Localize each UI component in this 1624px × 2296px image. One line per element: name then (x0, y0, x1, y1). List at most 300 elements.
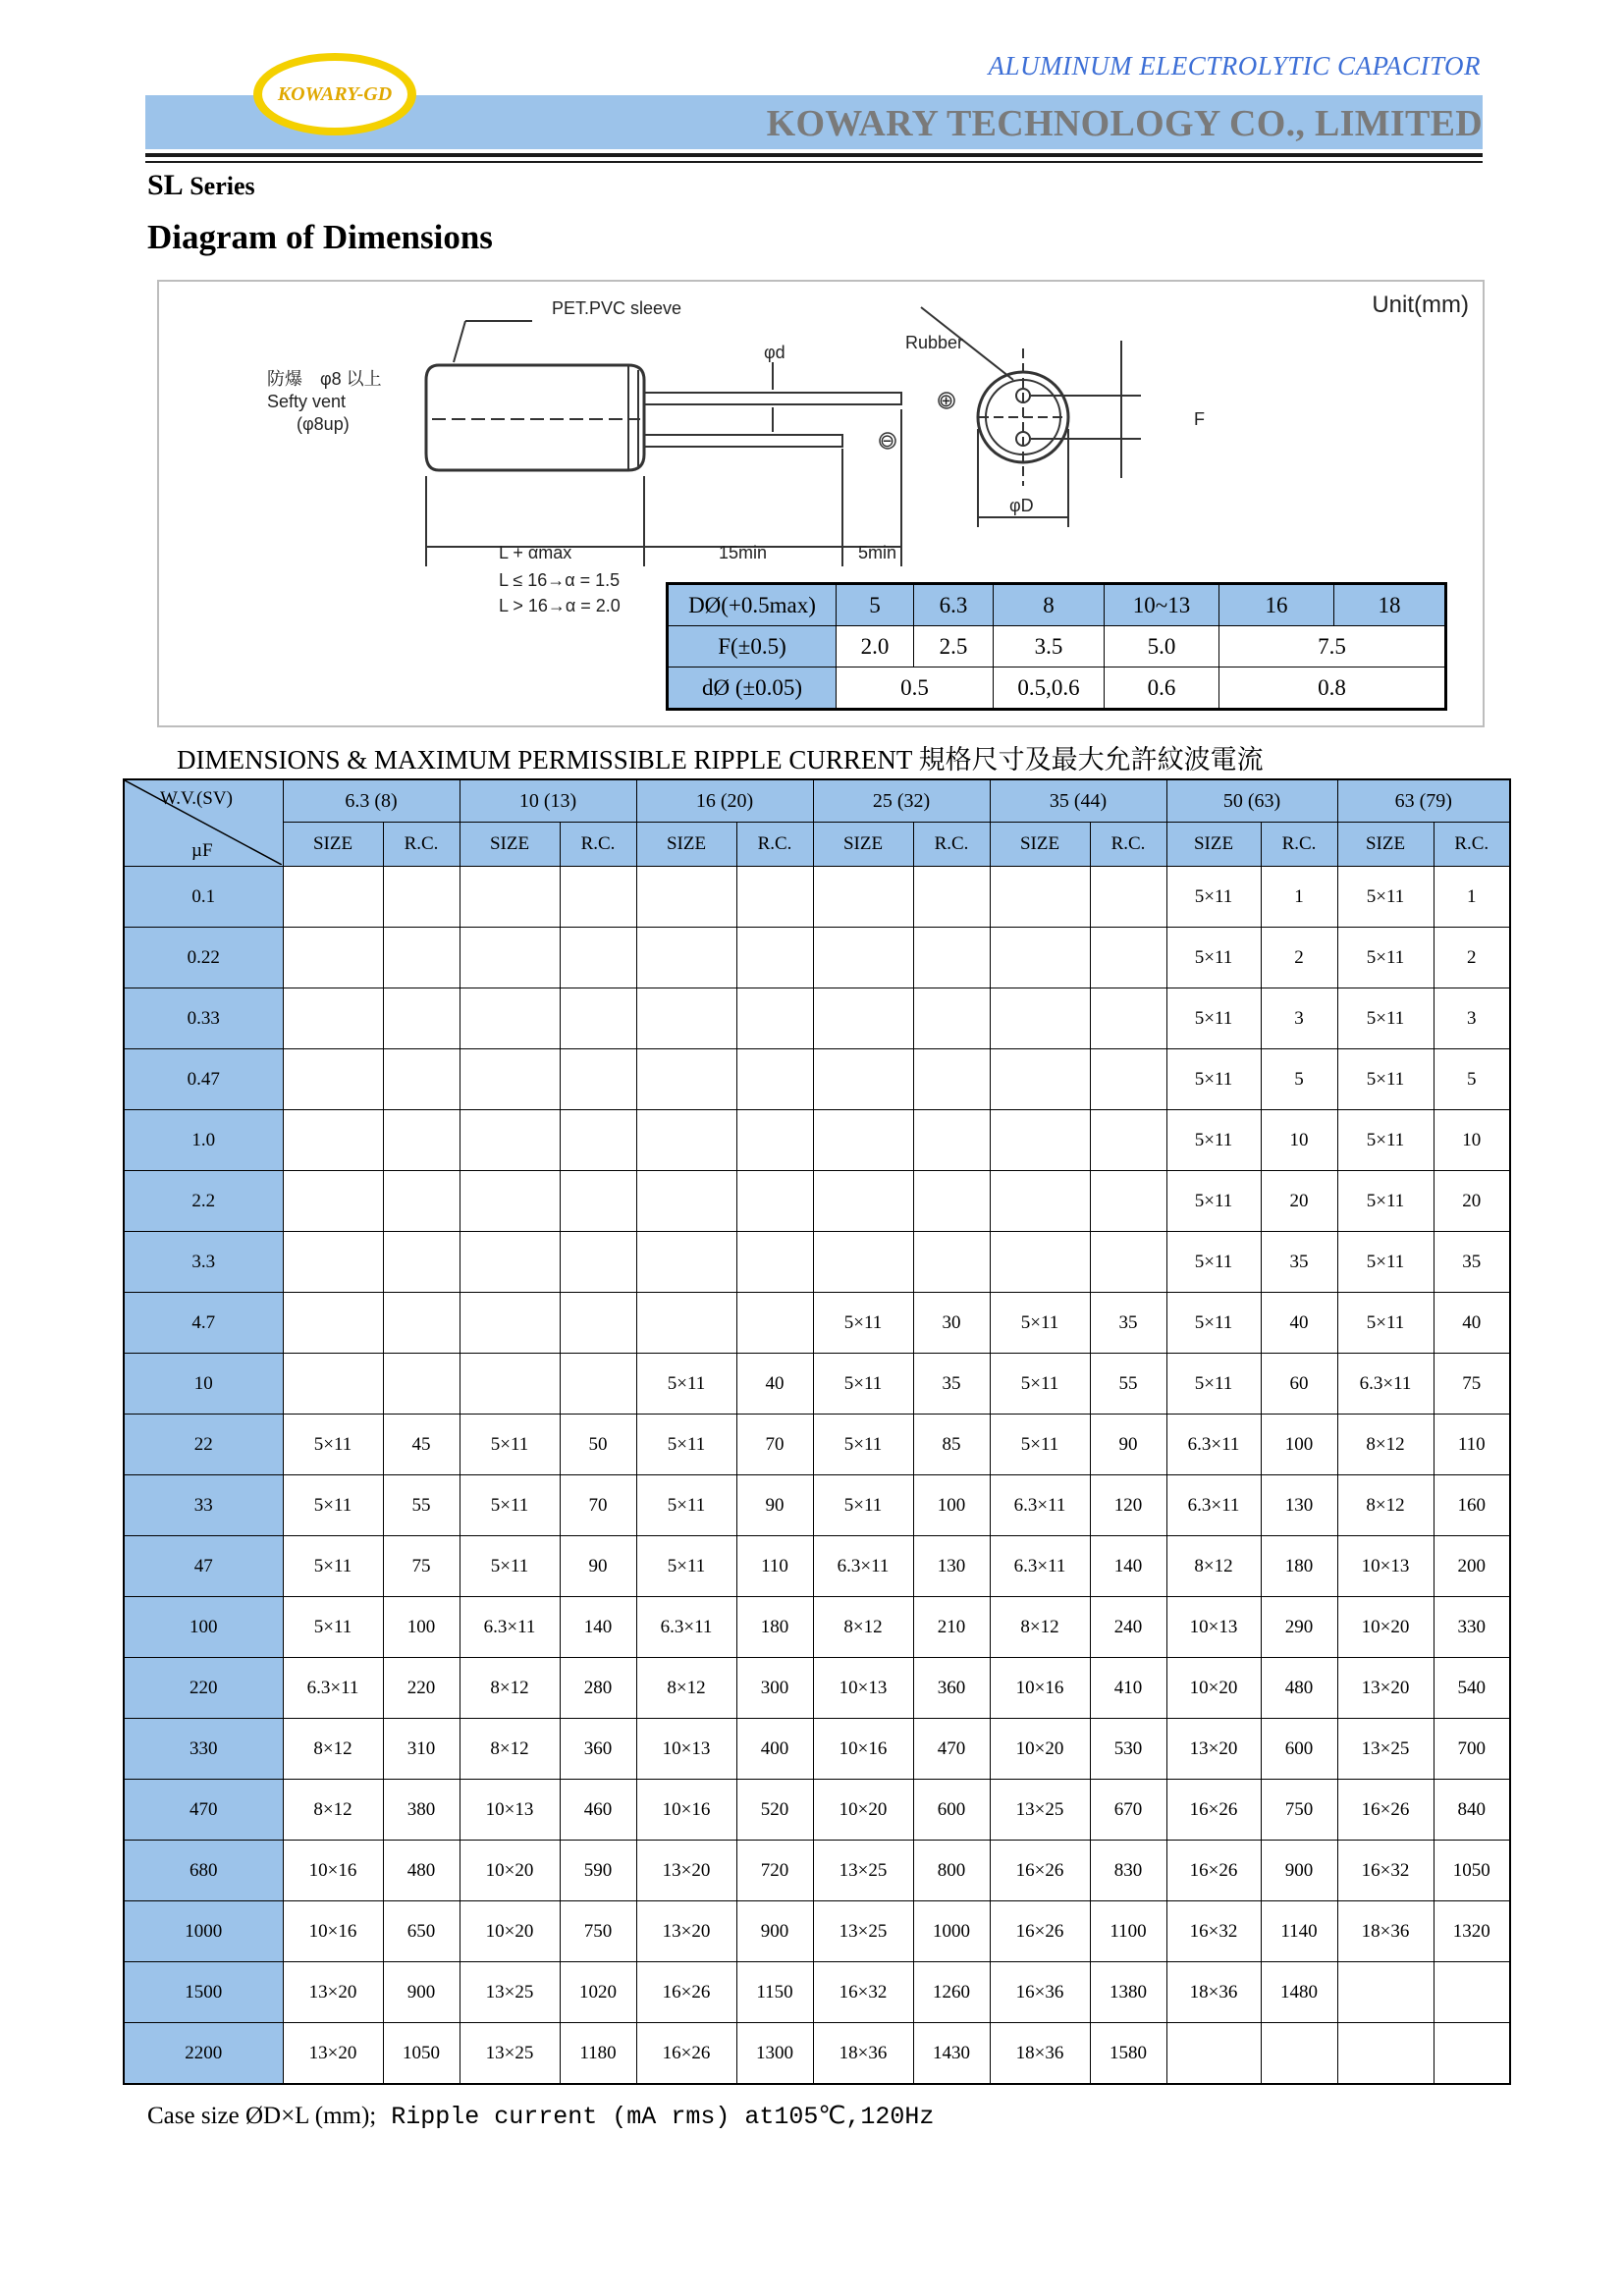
table-cell: 0.8 (1219, 667, 1446, 710)
capacitance-cell: 0.1 (124, 867, 283, 928)
rc-cell: 140 (1090, 1536, 1166, 1597)
table-row (124, 1110, 1510, 1171)
size-cell: 10×16 (636, 1780, 736, 1841)
rc-cell (1090, 1110, 1166, 1171)
rc-cell: 750 (560, 1901, 636, 1962)
size-cell: 8×12 (1337, 1475, 1434, 1536)
size-cell: 6.3×11 (283, 1658, 383, 1719)
size-cell: 5×11 (1166, 1232, 1261, 1293)
rc-cell: 70 (736, 1415, 813, 1475)
table-row (124, 867, 1510, 928)
capacitance-cell: 0.33 (124, 988, 283, 1049)
size-cell: 10×13 (1166, 1597, 1261, 1658)
size-header: SIZE (1337, 823, 1434, 867)
size-header: SIZE (990, 823, 1090, 867)
rc-cell: 360 (913, 1658, 990, 1719)
size-cell: 8×12 (1337, 1415, 1434, 1475)
rc-cell (1090, 1049, 1166, 1110)
size-cell: 10×16 (990, 1658, 1090, 1719)
size-cell (813, 1171, 913, 1232)
voltage-header: 35 (44) (990, 779, 1166, 823)
size-cell: 5×11 (1337, 1171, 1434, 1232)
table-row (668, 584, 1446, 626)
table-row (124, 1171, 1510, 1232)
size-cell: 5×11 (990, 1354, 1090, 1415)
rc-cell: 590 (560, 1841, 636, 1901)
size-cell: 13×25 (460, 2023, 560, 2085)
rc-cell (383, 928, 460, 988)
lead-5-label: 5min (858, 543, 897, 562)
table-row (124, 1475, 1510, 1536)
header-rule (145, 153, 1483, 157)
rc-cell (383, 1293, 460, 1354)
company-name: KOWARY TECHNOLOGY CO., LIMITED (766, 103, 1483, 144)
voltage-header-row (124, 779, 1510, 823)
rc-cell: 120 (1090, 1475, 1166, 1536)
capacitance-cell: 47 (124, 1536, 283, 1597)
size-cell: 10×13 (460, 1780, 560, 1841)
rc-cell: 45 (383, 1415, 460, 1475)
size-cell: 13×25 (1337, 1719, 1434, 1780)
size-cell (460, 1171, 560, 1232)
size-cell: 5×11 (1337, 1232, 1434, 1293)
rc-cell: 1380 (1090, 1962, 1166, 2023)
rc-cell: 400 (736, 1719, 813, 1780)
size-cell: 5×11 (283, 1536, 383, 1597)
size-cell: 6.3×11 (1166, 1475, 1261, 1536)
size-cell: 5×11 (1166, 867, 1261, 928)
rc-cell: 40 (736, 1354, 813, 1415)
size-cell: 5×11 (813, 1475, 913, 1536)
capacitance-cell: 220 (124, 1658, 283, 1719)
rc-cell: 20 (1434, 1171, 1510, 1232)
voltage-header: 6.3 (8) (283, 779, 460, 823)
rc-cell (1434, 1962, 1510, 2023)
capacitance-cell: 1000 (124, 1901, 283, 1962)
voltage-header: 63 (79) (1337, 779, 1510, 823)
rc-header: R.C. (1090, 823, 1166, 867)
size-cell: 5×11 (636, 1415, 736, 1475)
rc-cell: 3 (1434, 988, 1510, 1049)
capacitance-cell: 10 (124, 1354, 283, 1415)
size-cell: 13×25 (460, 1962, 560, 2023)
size-cell: 8×12 (1166, 1536, 1261, 1597)
size-cell: 6.3×11 (1166, 1415, 1261, 1475)
size-cell: 5×11 (1166, 928, 1261, 988)
capacitance-cell: 33 (124, 1475, 283, 1536)
rc-cell: 1140 (1261, 1901, 1337, 1962)
header-rule-thin (145, 161, 1483, 163)
size-cell: 5×11 (636, 1354, 736, 1415)
size-cell (990, 867, 1090, 928)
size-cell (1337, 1962, 1434, 2023)
rc-cell (913, 928, 990, 988)
rc-cell (913, 988, 990, 1049)
size-cell (283, 988, 383, 1049)
rc-cell: 70 (560, 1475, 636, 1536)
rc-cell (736, 1049, 813, 1110)
rc-cell: 55 (1090, 1354, 1166, 1415)
capacitance-cell: 680 (124, 1841, 283, 1901)
table-caption: DIMENSIONS & MAXIMUM PERMISSIBLE RIPPLE CURRENT 規格尺寸及最大允許紋波電流 (177, 745, 1264, 774)
size-cell: 6.3×11 (636, 1597, 736, 1658)
document-subtitle: ALUMINUM ELECTROLYTIC CAPACITOR (988, 51, 1481, 80)
size-cell: 10×20 (1166, 1658, 1261, 1719)
rc-cell (1090, 928, 1166, 988)
size-cell (1337, 2023, 1434, 2085)
size-cell: 10×16 (283, 1841, 383, 1901)
size-cell: 8×12 (283, 1719, 383, 1780)
size-header: SIZE (813, 823, 913, 867)
rc-cell: 130 (913, 1536, 990, 1597)
size-cell: 5×11 (1166, 1049, 1261, 1110)
size-cell: 13×20 (283, 2023, 383, 2085)
rc-cell (383, 1232, 460, 1293)
size-cell (283, 928, 383, 988)
size-cell: 8×12 (636, 1658, 736, 1719)
rc-cell: 50 (560, 1415, 636, 1475)
rc-cell (560, 1293, 636, 1354)
size-cell: 16×36 (990, 1962, 1090, 2023)
size-cell: 10×16 (283, 1901, 383, 1962)
table-cell: 5.0 (1105, 626, 1219, 667)
size-header: SIZE (636, 823, 736, 867)
rc-cell: 35 (1261, 1232, 1337, 1293)
size-cell: 16×26 (636, 1962, 736, 2023)
size-cell: 6.3×11 (990, 1475, 1090, 1536)
rc-cell (736, 1171, 813, 1232)
rc-cell: 35 (913, 1354, 990, 1415)
rc-cell: 100 (383, 1597, 460, 1658)
size-cell (990, 988, 1090, 1049)
table-row (124, 1962, 1510, 2023)
rc-cell: 360 (560, 1719, 636, 1780)
table-cell: 8 (994, 584, 1105, 626)
rc-cell (913, 1049, 990, 1110)
size-cell: 5×11 (1337, 988, 1434, 1049)
size-cell: 8×12 (460, 1719, 560, 1780)
capacitance-cell: 3.3 (124, 1232, 283, 1293)
size-cell: 5×11 (1337, 1049, 1434, 1110)
size-cell: 13×20 (283, 1962, 383, 2023)
size-cell (990, 1171, 1090, 1232)
rc-cell: 100 (1261, 1415, 1337, 1475)
size-cell: 16×32 (1166, 1901, 1261, 1962)
size-cell: 10×13 (1337, 1536, 1434, 1597)
size-cell: 10×13 (636, 1719, 736, 1780)
table-cell: 0.5,0.6 (994, 667, 1105, 710)
size-cell: 10×13 (813, 1658, 913, 1719)
table-row (124, 988, 1510, 1049)
rc-header: R.C. (560, 823, 636, 867)
rc-header: R.C. (736, 823, 813, 867)
lead-dimensions-table (666, 582, 1447, 711)
size-cell: 13×20 (636, 1901, 736, 1962)
size-cell (283, 867, 383, 928)
rc-cell (736, 988, 813, 1049)
size-cell (636, 928, 736, 988)
size-cell: 5×11 (1337, 1110, 1434, 1171)
rc-cell (560, 867, 636, 928)
size-cell (636, 1171, 736, 1232)
size-header: SIZE (460, 823, 560, 867)
size-cell: 5×11 (990, 1293, 1090, 1354)
rc-cell: 160 (1434, 1475, 1510, 1536)
rc-cell (1090, 867, 1166, 928)
rc-cell: 1180 (560, 2023, 636, 2085)
plus-terminal-icon: ⊕ (939, 391, 954, 411)
size-cell: 6.3×11 (1337, 1354, 1434, 1415)
rc-cell (560, 928, 636, 988)
row-header: dØ (±0.05) (668, 667, 837, 710)
size-cell: 5×11 (636, 1536, 736, 1597)
size-cell (460, 1049, 560, 1110)
size-cell: 5×11 (1337, 928, 1434, 988)
rc-cell: 3 (1261, 988, 1337, 1049)
vent-en-label: Sefty vent (267, 392, 347, 411)
size-cell: 10×20 (990, 1719, 1090, 1780)
table-cell: 16 (1219, 584, 1334, 626)
rc-cell: 60 (1261, 1354, 1337, 1415)
capacitance-cell: 4.7 (124, 1293, 283, 1354)
subheader-row (124, 823, 1510, 867)
rc-cell: 180 (736, 1597, 813, 1658)
rc-cell: 10 (1261, 1110, 1337, 1171)
rc-cell: 30 (913, 1293, 990, 1354)
rc-cell: 1580 (1090, 2023, 1166, 2085)
size-cell: 5×11 (460, 1415, 560, 1475)
rc-cell (1434, 2023, 1510, 2085)
size-cell: 10×20 (460, 1901, 560, 1962)
logo-text: KOWARY-GD (262, 61, 407, 128)
size-cell: 13×20 (636, 1841, 736, 1901)
table-cell: 7.5 (1219, 626, 1446, 667)
unit-label: Unit(mm) (1372, 292, 1469, 318)
size-cell: 16×26 (636, 2023, 736, 2085)
size-cell (636, 1049, 736, 1110)
row-header: DØ(+0.5max) (668, 584, 837, 626)
rc-cell: 2 (1261, 928, 1337, 988)
size-cell (636, 1110, 736, 1171)
rc-cell: 900 (1261, 1841, 1337, 1901)
size-cell: 8×12 (283, 1780, 383, 1841)
size-cell (283, 1232, 383, 1293)
rc-cell: 90 (1090, 1415, 1166, 1475)
size-cell (460, 988, 560, 1049)
size-cell (813, 1232, 913, 1293)
series-title (147, 169, 255, 202)
size-cell: 10×20 (460, 1841, 560, 1901)
rc-header: R.C. (1434, 823, 1510, 867)
rc-cell: 300 (736, 1658, 813, 1719)
table-row (124, 1049, 1510, 1110)
rc-cell: 20 (1261, 1171, 1337, 1232)
size-cell: 8×12 (813, 1597, 913, 1658)
vent-note-label: (φ8up) (297, 414, 350, 434)
table-row (124, 928, 1510, 988)
size-cell: 5×11 (1166, 1110, 1261, 1171)
size-cell: 13×20 (1337, 1658, 1434, 1719)
size-cell (283, 1049, 383, 1110)
voltage-header: 50 (63) (1166, 779, 1337, 823)
capacitance-cell: 330 (124, 1719, 283, 1780)
size-cell: 16×32 (1337, 1841, 1434, 1901)
table-cell: 10~13 (1105, 584, 1219, 626)
table-cell: 6.3 (914, 584, 994, 626)
series-suffix: Series (189, 172, 255, 200)
capacitance-cell: 1.0 (124, 1110, 283, 1171)
size-cell (813, 867, 913, 928)
size-cell (283, 1110, 383, 1171)
size-cell: 6.3×11 (990, 1536, 1090, 1597)
voltage-header: 25 (32) (813, 779, 990, 823)
rc-cell (736, 1110, 813, 1171)
length-rule-1: L ≤ 16→α = 1.5 (499, 570, 621, 590)
size-cell (813, 928, 913, 988)
rc-cell: 720 (736, 1841, 813, 1901)
size-cell (460, 867, 560, 928)
rc-cell: 2 (1434, 928, 1510, 988)
capacitance-cell: 2200 (124, 2023, 283, 2085)
size-cell: 5×11 (283, 1415, 383, 1475)
rc-cell (913, 1110, 990, 1171)
size-cell (460, 1293, 560, 1354)
table-row (668, 626, 1446, 667)
rc-cell: 40 (1434, 1293, 1510, 1354)
rc-cell: 480 (1261, 1658, 1337, 1719)
rc-cell: 5 (1261, 1049, 1337, 1110)
size-cell (283, 1171, 383, 1232)
size-cell: 16×26 (990, 1901, 1090, 1962)
rc-cell: 1320 (1434, 1901, 1510, 1962)
rc-cell (560, 1049, 636, 1110)
size-cell: 5×11 (813, 1293, 913, 1354)
voltage-header: 10 (13) (460, 779, 636, 823)
capacitance-cell: 0.22 (124, 928, 283, 988)
rc-cell: 1480 (1261, 1962, 1337, 2023)
table-row (668, 667, 1446, 710)
table-cell: 5 (837, 584, 914, 626)
rc-cell: 75 (383, 1536, 460, 1597)
rc-cell (560, 1110, 636, 1171)
rc-cell: 220 (383, 1658, 460, 1719)
size-cell (283, 1293, 383, 1354)
size-cell (990, 1232, 1090, 1293)
size-cell: 18×36 (1166, 1962, 1261, 2023)
rc-cell: 1430 (913, 2023, 990, 2085)
row-header: F(±0.5) (668, 626, 837, 667)
table-row (124, 1780, 1510, 1841)
size-cell: 16×26 (990, 1841, 1090, 1901)
uf-label: µF (191, 840, 213, 861)
voltage-header: 16 (20) (636, 779, 813, 823)
table-row (124, 1232, 1510, 1293)
rc-cell: 1050 (383, 2023, 460, 2085)
rc-cell: 35 (1434, 1232, 1510, 1293)
rc-cell (913, 867, 990, 928)
length-rule-2: L > 16→α = 2.0 (499, 596, 621, 615)
table-row (124, 1658, 1510, 1719)
rc-cell (736, 1293, 813, 1354)
rc-cell: 10 (1434, 1110, 1510, 1171)
size-cell: 13×20 (1166, 1719, 1261, 1780)
rc-cell: 35 (1090, 1293, 1166, 1354)
rc-cell: 1100 (1090, 1901, 1166, 1962)
rc-cell: 75 (1434, 1354, 1510, 1415)
rc-cell (383, 1354, 460, 1415)
rc-cell: 900 (383, 1962, 460, 2023)
size-cell: 8×12 (460, 1658, 560, 1719)
size-cell: 5×11 (813, 1415, 913, 1475)
table-row (124, 1597, 1510, 1658)
rc-cell: 90 (736, 1475, 813, 1536)
rc-cell: 1260 (913, 1962, 990, 2023)
size-cell (813, 1049, 913, 1110)
rc-cell: 750 (1261, 1780, 1337, 1841)
size-cell (460, 1354, 560, 1415)
rc-cell (1090, 1171, 1166, 1232)
capacitance-cell: 22 (124, 1415, 283, 1475)
table-row (124, 1415, 1510, 1475)
size-cell: 16×26 (1166, 1780, 1261, 1841)
rc-cell (560, 1354, 636, 1415)
size-cell: 10×16 (813, 1719, 913, 1780)
rc-cell: 800 (913, 1841, 990, 1901)
size-cell (283, 1354, 383, 1415)
rc-cell (383, 988, 460, 1049)
rc-cell (913, 1171, 990, 1232)
rc-cell: 1000 (913, 1901, 990, 1962)
rc-cell (383, 867, 460, 928)
rc-cell: 40 (1261, 1293, 1337, 1354)
size-cell (1166, 2023, 1261, 2085)
size-cell: 5×11 (283, 1475, 383, 1536)
rc-cell: 200 (1434, 1536, 1510, 1597)
rc-cell (736, 928, 813, 988)
size-cell (636, 988, 736, 1049)
size-cell (636, 1293, 736, 1354)
diagram-title: Diagram of Dimensions (147, 218, 493, 256)
capacitance-cell: 1500 (124, 1962, 283, 2023)
table-row (124, 1719, 1510, 1780)
rc-cell (1090, 988, 1166, 1049)
rc-cell: 85 (913, 1415, 990, 1475)
size-cell: 16×26 (1166, 1841, 1261, 1901)
size-cell: 6.3×11 (460, 1597, 560, 1658)
rc-cell: 470 (913, 1719, 990, 1780)
rc-cell: 90 (560, 1536, 636, 1597)
table-cell: 0.6 (1105, 667, 1219, 710)
rc-cell: 650 (383, 1901, 460, 1962)
rc-cell: 210 (913, 1597, 990, 1658)
note-prefix: Case size ØD×L (mm); (147, 2103, 377, 2129)
size-cell: 13×25 (990, 1780, 1090, 1841)
size-cell: 5×11 (813, 1354, 913, 1415)
size-header: SIZE (283, 823, 383, 867)
capacitance-cell: 2.2 (124, 1171, 283, 1232)
size-cell: 5×11 (1166, 1354, 1261, 1415)
size-cell: 5×11 (1337, 867, 1434, 928)
size-cell: 16×32 (813, 1962, 913, 2023)
rc-cell: 310 (383, 1719, 460, 1780)
rc-cell: 1 (1261, 867, 1337, 928)
size-cell (990, 1049, 1090, 1110)
size-header: SIZE (1166, 823, 1261, 867)
rc-cell (560, 988, 636, 1049)
ripple-current-table (123, 778, 1511, 2085)
table-row (124, 1293, 1510, 1354)
length-label: L + αmax (499, 543, 572, 562)
